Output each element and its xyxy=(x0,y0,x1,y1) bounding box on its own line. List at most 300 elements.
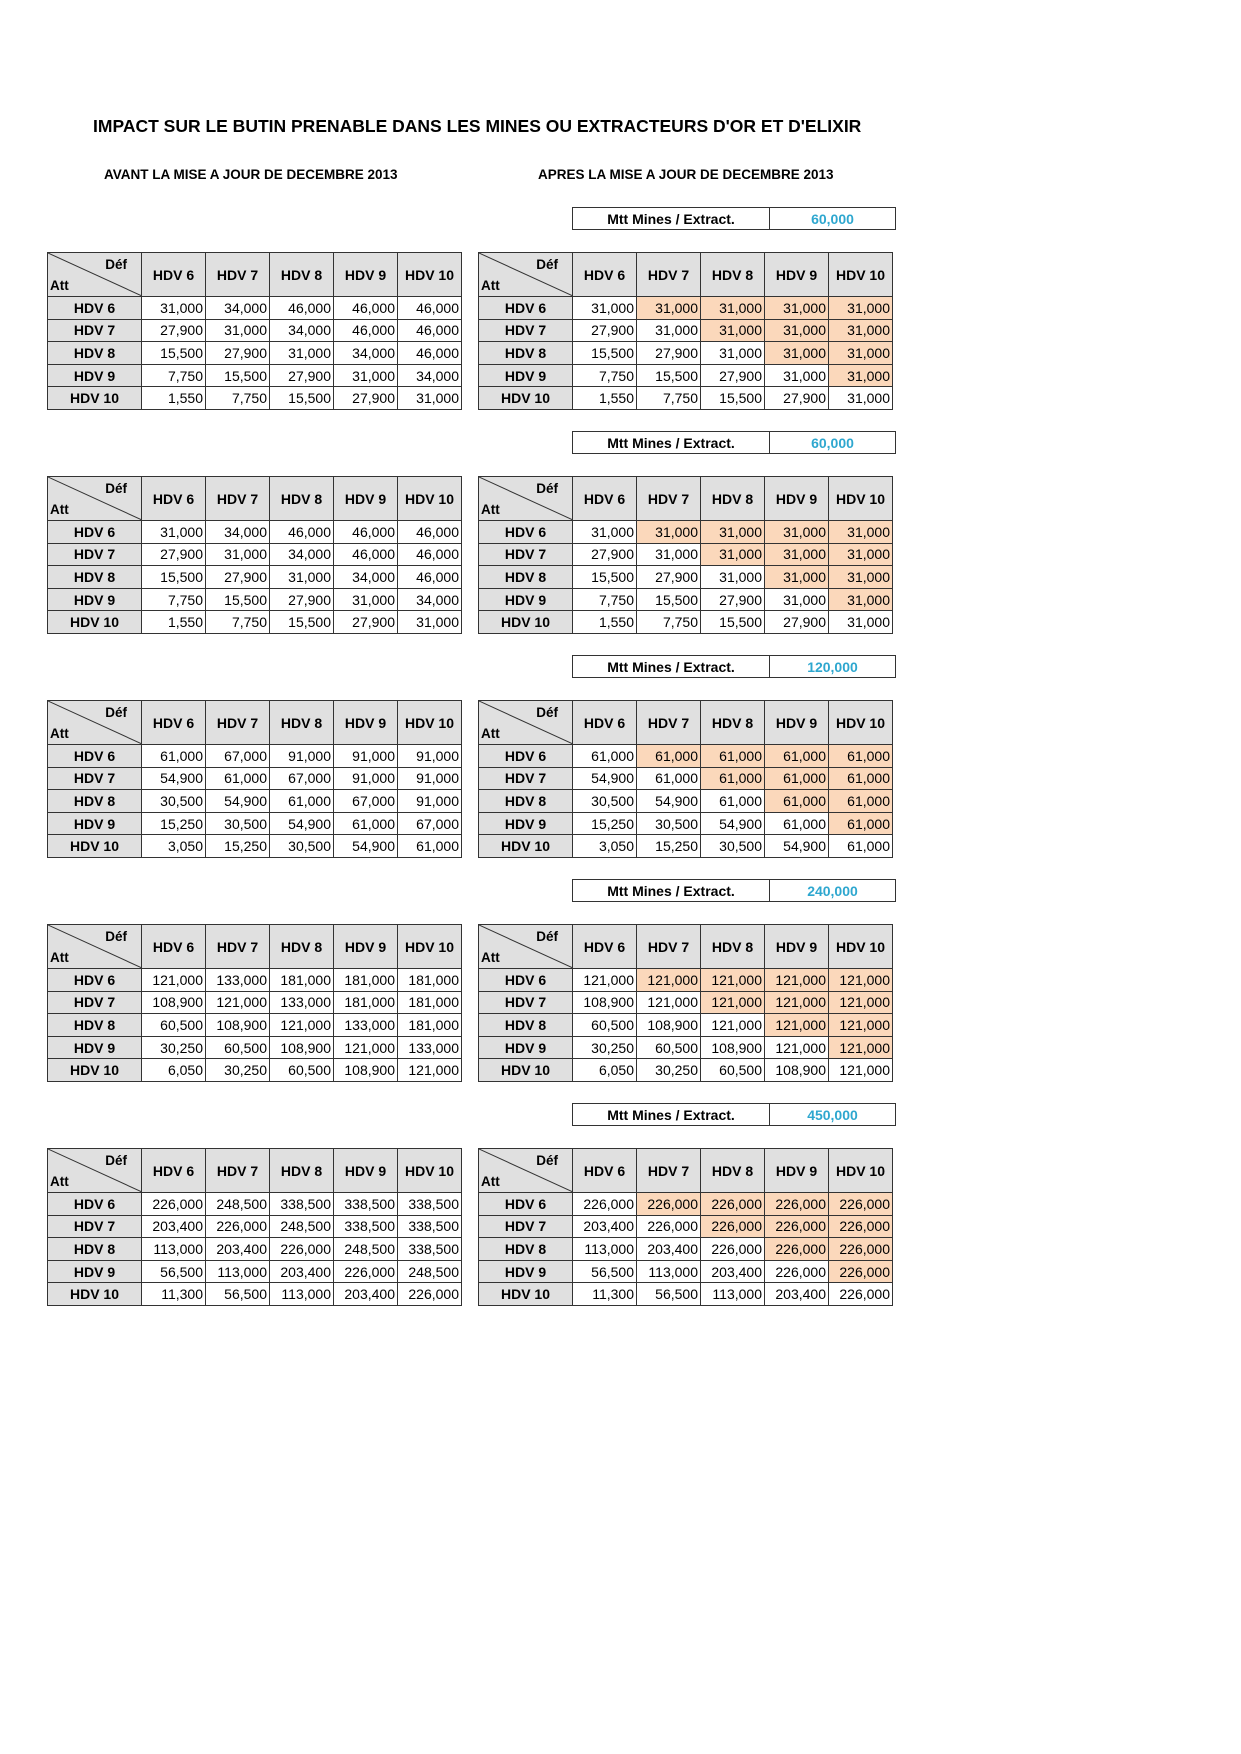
table-cell: 7,750 xyxy=(142,364,206,387)
table-cell: 54,900 xyxy=(270,812,334,835)
table-cell: 27,900 xyxy=(142,319,206,342)
table-header-row xyxy=(479,1149,893,1193)
table-cell: 46,000 xyxy=(334,521,398,544)
table-cell: 61,000 xyxy=(142,745,206,768)
row-header: HDV 9 xyxy=(48,588,142,611)
table-cell: 27,900 xyxy=(701,588,765,611)
column-header: HDV 10 xyxy=(829,253,893,297)
corner-cell xyxy=(48,701,142,745)
mtt-label: Mtt Mines / Extract. xyxy=(573,208,770,229)
table-cell: 108,900 xyxy=(637,1014,701,1037)
column-header: HDV 7 xyxy=(637,1149,701,1193)
table-cell: 11,300 xyxy=(573,1283,637,1306)
table-cell: 338,500 xyxy=(334,1215,398,1238)
table-cell: 46,000 xyxy=(398,543,462,566)
table-row xyxy=(48,790,462,813)
column-header: HDV 9 xyxy=(334,1149,398,1193)
table-cell: 31,000 xyxy=(206,543,270,566)
table-cell: 15,500 xyxy=(701,611,765,634)
table-cell: 61,000 xyxy=(829,767,893,790)
corner-cell xyxy=(48,253,142,297)
column-header: HDV 10 xyxy=(829,925,893,969)
table-cell: 31,000 xyxy=(765,364,829,387)
row-header: HDV 6 xyxy=(479,1193,573,1216)
table-row xyxy=(479,588,893,611)
column-header: HDV 7 xyxy=(637,925,701,969)
table-cell: 46,000 xyxy=(398,521,462,544)
table-cell: 226,000 xyxy=(637,1215,701,1238)
column-header: HDV 6 xyxy=(142,701,206,745)
table-cell: 226,000 xyxy=(398,1283,462,1306)
table-cell: 34,000 xyxy=(334,342,398,365)
table-cell: 31,000 xyxy=(829,543,893,566)
table-cell: 226,000 xyxy=(637,1193,701,1216)
column-header: HDV 8 xyxy=(701,477,765,521)
table-cell: 121,000 xyxy=(765,1014,829,1037)
row-header: HDV 6 xyxy=(479,297,573,320)
column-header: HDV 7 xyxy=(206,253,270,297)
table-cell: 113,000 xyxy=(573,1238,637,1261)
table-cell: 338,500 xyxy=(398,1193,462,1216)
table-row xyxy=(479,1260,893,1283)
table-cell: 61,000 xyxy=(637,745,701,768)
table-cell: 15,500 xyxy=(206,588,270,611)
row-header: HDV 10 xyxy=(48,1283,142,1306)
table-cell: 27,900 xyxy=(765,387,829,410)
table-cell: 61,000 xyxy=(334,812,398,835)
table-cell: 226,000 xyxy=(829,1193,893,1216)
table-cell: 31,000 xyxy=(206,319,270,342)
row-header: HDV 6 xyxy=(48,521,142,544)
table-cell: 1,550 xyxy=(573,387,637,410)
table-row xyxy=(479,790,893,813)
column-header: HDV 10 xyxy=(829,701,893,745)
table-cell: 46,000 xyxy=(270,297,334,320)
table-cell: 31,000 xyxy=(765,566,829,589)
table-cell: 108,900 xyxy=(142,991,206,1014)
table-row xyxy=(479,566,893,589)
table-cell: 61,000 xyxy=(765,767,829,790)
mtt-box xyxy=(572,879,896,902)
row-header: HDV 8 xyxy=(48,1238,142,1261)
table-cell: 7,750 xyxy=(206,611,270,634)
table-cell: 31,000 xyxy=(334,364,398,387)
table-cell: 27,900 xyxy=(334,611,398,634)
table-cell: 121,000 xyxy=(398,1059,462,1082)
column-header: HDV 6 xyxy=(142,253,206,297)
table-cell: 113,000 xyxy=(637,1260,701,1283)
loot-table-before xyxy=(47,1148,462,1306)
table-header-row xyxy=(479,701,893,745)
table-cell: 67,000 xyxy=(398,812,462,835)
table-cell: 31,000 xyxy=(829,387,893,410)
table-cell: 60,500 xyxy=(637,1036,701,1059)
table-cell: 15,500 xyxy=(270,387,334,410)
row-header: HDV 10 xyxy=(48,1059,142,1082)
table-cell: 61,000 xyxy=(765,790,829,813)
table-cell: 15,500 xyxy=(637,588,701,611)
loot-table-before xyxy=(47,700,462,858)
table-cell: 121,000 xyxy=(829,1014,893,1037)
table-cell: 31,000 xyxy=(398,611,462,634)
loot-table-before xyxy=(47,252,462,410)
table-row xyxy=(48,387,462,410)
table-cell: 31,000 xyxy=(701,297,765,320)
table-cell: 7,750 xyxy=(206,387,270,410)
table-row xyxy=(479,364,893,387)
table-cell: 46,000 xyxy=(334,543,398,566)
table-cell: 3,050 xyxy=(142,835,206,858)
column-header: HDV 8 xyxy=(270,253,334,297)
table-cell: 31,000 xyxy=(573,297,637,320)
loot-table-after xyxy=(478,924,893,1082)
table-cell: 181,000 xyxy=(398,969,462,992)
loot-table-before xyxy=(47,924,462,1082)
row-header: HDV 8 xyxy=(48,566,142,589)
table-row xyxy=(48,835,462,858)
table-cell: 91,000 xyxy=(398,790,462,813)
row-header: HDV 9 xyxy=(48,1260,142,1283)
table-cell: 121,000 xyxy=(637,969,701,992)
table-header-row xyxy=(48,253,462,297)
row-header: HDV 9 xyxy=(48,812,142,835)
table-cell: 133,000 xyxy=(334,1014,398,1037)
table-cell: 7,750 xyxy=(573,364,637,387)
column-header: HDV 10 xyxy=(398,253,462,297)
column-header: HDV 6 xyxy=(573,701,637,745)
table-cell: 181,000 xyxy=(398,1014,462,1037)
table-cell: 27,900 xyxy=(334,387,398,410)
table-cell: 46,000 xyxy=(270,521,334,544)
table-cell: 27,900 xyxy=(573,543,637,566)
corner-cell xyxy=(48,925,142,969)
table-row xyxy=(48,611,462,634)
table-row xyxy=(48,745,462,768)
table-row xyxy=(479,1215,893,1238)
row-header: HDV 9 xyxy=(48,1036,142,1059)
table-cell: 56,500 xyxy=(206,1283,270,1306)
table-row xyxy=(48,1036,462,1059)
table-cell: 7,750 xyxy=(637,387,701,410)
table-cell: 15,250 xyxy=(142,812,206,835)
row-header: HDV 8 xyxy=(48,342,142,365)
table-header-row xyxy=(479,925,893,969)
mtt-value: 450,000 xyxy=(807,1106,858,1123)
table-cell: 61,000 xyxy=(829,812,893,835)
table-cell: 121,000 xyxy=(829,969,893,992)
table-cell: 1,550 xyxy=(573,611,637,634)
table-cell: 226,000 xyxy=(765,1193,829,1216)
table-cell: 226,000 xyxy=(701,1193,765,1216)
table-cell: 67,000 xyxy=(206,745,270,768)
table-cell: 15,500 xyxy=(701,387,765,410)
table-cell: 31,000 xyxy=(829,521,893,544)
table-cell: 31,000 xyxy=(142,521,206,544)
table-cell: 60,500 xyxy=(206,1036,270,1059)
column-header: HDV 6 xyxy=(142,925,206,969)
table-row xyxy=(479,1283,893,1306)
table-cell: 46,000 xyxy=(334,297,398,320)
table-cell: 31,000 xyxy=(637,319,701,342)
column-header: HDV 9 xyxy=(765,701,829,745)
table-cell: 6,050 xyxy=(573,1059,637,1082)
table-cell: 133,000 xyxy=(398,1036,462,1059)
comparison-block xyxy=(0,1103,1241,1315)
corner-att-label: Att xyxy=(50,502,69,517)
table-cell: 15,500 xyxy=(637,364,701,387)
comparison-block xyxy=(0,431,1241,643)
table-cell: 121,000 xyxy=(765,991,829,1014)
table-cell: 121,000 xyxy=(573,969,637,992)
table-cell: 61,000 xyxy=(829,745,893,768)
row-header: HDV 8 xyxy=(479,566,573,589)
loot-table-after xyxy=(478,252,893,410)
table-cell: 91,000 xyxy=(398,745,462,768)
table-cell: 61,000 xyxy=(765,745,829,768)
table-cell: 31,000 xyxy=(142,297,206,320)
table-cell: 226,000 xyxy=(142,1193,206,1216)
row-header: HDV 6 xyxy=(479,745,573,768)
table-row xyxy=(479,1238,893,1261)
table-cell: 54,900 xyxy=(142,767,206,790)
table-cell: 226,000 xyxy=(765,1238,829,1261)
table-cell: 30,500 xyxy=(637,812,701,835)
table-cell: 121,000 xyxy=(701,991,765,1014)
table-row xyxy=(479,297,893,320)
table-cell: 34,000 xyxy=(398,588,462,611)
table-cell: 61,000 xyxy=(573,745,637,768)
column-header: HDV 10 xyxy=(829,477,893,521)
table-row xyxy=(48,1215,462,1238)
table-row xyxy=(479,1193,893,1216)
row-header: HDV 10 xyxy=(479,387,573,410)
table-row xyxy=(48,1238,462,1261)
column-header: HDV 7 xyxy=(637,253,701,297)
table-cell: 226,000 xyxy=(829,1238,893,1261)
table-cell: 226,000 xyxy=(829,1283,893,1306)
mtt-box xyxy=(572,207,896,230)
table-row xyxy=(479,319,893,342)
column-header: HDV 8 xyxy=(270,925,334,969)
table-cell: 31,000 xyxy=(765,543,829,566)
table-cell: 226,000 xyxy=(701,1238,765,1261)
table-cell: 15,500 xyxy=(142,566,206,589)
table-row xyxy=(48,812,462,835)
row-header: HDV 9 xyxy=(479,1036,573,1059)
table-cell: 31,000 xyxy=(334,588,398,611)
corner-def-label: Déf xyxy=(105,929,127,944)
corner-cell xyxy=(479,701,573,745)
table-cell: 121,000 xyxy=(765,1036,829,1059)
table-cell: 27,900 xyxy=(637,566,701,589)
table-cell: 3,050 xyxy=(573,835,637,858)
table-cell: 30,500 xyxy=(573,790,637,813)
column-header: HDV 6 xyxy=(142,477,206,521)
table-cell: 54,900 xyxy=(206,790,270,813)
column-header: HDV 8 xyxy=(270,477,334,521)
table-row xyxy=(48,364,462,387)
table-cell: 31,000 xyxy=(701,319,765,342)
subtitle-after: APRES LA MISE A JOUR DE DECEMBRE 2013 xyxy=(538,167,834,182)
table-cell: 46,000 xyxy=(398,566,462,589)
table-row xyxy=(479,1059,893,1082)
table-cell: 54,900 xyxy=(573,767,637,790)
mtt-value: 240,000 xyxy=(807,882,858,899)
row-header: HDV 6 xyxy=(48,745,142,768)
table-header-row xyxy=(479,477,893,521)
table-cell: 27,900 xyxy=(206,566,270,589)
table-cell: 226,000 xyxy=(701,1215,765,1238)
table-cell: 31,000 xyxy=(765,297,829,320)
corner-def-label: Déf xyxy=(105,1153,127,1168)
table-cell: 91,000 xyxy=(334,767,398,790)
table-cell: 31,000 xyxy=(270,342,334,365)
table-cell: 108,900 xyxy=(206,1014,270,1037)
table-cell: 61,000 xyxy=(701,745,765,768)
table-cell: 226,000 xyxy=(765,1260,829,1283)
row-header: HDV 7 xyxy=(48,543,142,566)
table-cell: 27,900 xyxy=(573,319,637,342)
column-header: HDV 9 xyxy=(765,477,829,521)
table-cell: 56,500 xyxy=(573,1260,637,1283)
table-cell: 15,500 xyxy=(206,364,270,387)
table-cell: 46,000 xyxy=(334,319,398,342)
row-header: HDV 8 xyxy=(48,790,142,813)
table-cell: 226,000 xyxy=(829,1215,893,1238)
table-cell: 31,000 xyxy=(637,543,701,566)
table-cell: 1,550 xyxy=(142,387,206,410)
table-cell: 181,000 xyxy=(334,991,398,1014)
row-header: HDV 10 xyxy=(479,611,573,634)
table-cell: 31,000 xyxy=(637,297,701,320)
column-header: HDV 8 xyxy=(270,701,334,745)
table-cell: 121,000 xyxy=(829,1036,893,1059)
table-row xyxy=(479,812,893,835)
table-cell: 34,000 xyxy=(270,319,334,342)
row-header: HDV 10 xyxy=(48,835,142,858)
table-row xyxy=(48,319,462,342)
table-cell: 61,000 xyxy=(765,812,829,835)
mtt-label: Mtt Mines / Extract. xyxy=(573,1104,770,1125)
table-cell: 248,500 xyxy=(398,1260,462,1283)
table-row xyxy=(48,767,462,790)
table-cell: 203,400 xyxy=(142,1215,206,1238)
corner-cell xyxy=(479,253,573,297)
table-cell: 27,900 xyxy=(765,611,829,634)
comparison-block xyxy=(0,207,1241,419)
table-row xyxy=(479,1036,893,1059)
corner-att-label: Att xyxy=(50,1174,69,1189)
table-cell: 91,000 xyxy=(398,767,462,790)
table-row xyxy=(48,588,462,611)
table-cell: 31,000 xyxy=(573,521,637,544)
table-header-row xyxy=(48,1149,462,1193)
table-cell: 7,750 xyxy=(573,588,637,611)
table-cell: 34,000 xyxy=(398,364,462,387)
column-header: HDV 10 xyxy=(398,477,462,521)
table-header-row xyxy=(48,701,462,745)
table-cell: 67,000 xyxy=(334,790,398,813)
table-cell: 15,500 xyxy=(573,342,637,365)
table-cell: 203,400 xyxy=(637,1238,701,1261)
comparison-block xyxy=(0,655,1241,867)
table-cell: 31,000 xyxy=(765,342,829,365)
row-header: HDV 10 xyxy=(48,387,142,410)
table-cell: 121,000 xyxy=(701,1014,765,1037)
mtt-label: Mtt Mines / Extract. xyxy=(573,656,770,677)
table-cell: 31,000 xyxy=(398,387,462,410)
table-cell: 61,000 xyxy=(398,835,462,858)
corner-def-label: Déf xyxy=(536,481,558,496)
table-cell: 31,000 xyxy=(829,588,893,611)
row-header: HDV 8 xyxy=(479,1014,573,1037)
mtt-value: 60,000 xyxy=(811,434,854,451)
table-cell: 91,000 xyxy=(270,745,334,768)
mtt-value: 60,000 xyxy=(811,210,854,227)
table-cell: 203,400 xyxy=(334,1283,398,1306)
table-cell: 46,000 xyxy=(398,342,462,365)
table-row xyxy=(479,991,893,1014)
table-cell: 248,500 xyxy=(334,1238,398,1261)
corner-cell xyxy=(479,477,573,521)
row-header: HDV 6 xyxy=(479,969,573,992)
table-cell: 27,900 xyxy=(637,342,701,365)
table-cell: 203,400 xyxy=(206,1238,270,1261)
table-cell: 113,000 xyxy=(270,1283,334,1306)
table-row xyxy=(479,745,893,768)
loot-table-after xyxy=(478,476,893,634)
row-header: HDV 7 xyxy=(479,319,573,342)
table-cell: 60,500 xyxy=(142,1014,206,1037)
table-cell: 121,000 xyxy=(334,1036,398,1059)
corner-def-label: Déf xyxy=(536,929,558,944)
table-cell: 121,000 xyxy=(206,991,270,1014)
comparison-block xyxy=(0,879,1241,1091)
table-cell: 30,250 xyxy=(573,1036,637,1059)
table-cell: 60,500 xyxy=(270,1059,334,1082)
table-cell: 91,000 xyxy=(334,745,398,768)
table-cell: 226,000 xyxy=(334,1260,398,1283)
table-cell: 338,500 xyxy=(270,1193,334,1216)
column-header: HDV 9 xyxy=(334,701,398,745)
loot-table-after xyxy=(478,1148,893,1306)
corner-def-label: Déf xyxy=(536,257,558,272)
table-row xyxy=(48,566,462,589)
table-cell: 108,900 xyxy=(334,1059,398,1082)
table-cell: 1,550 xyxy=(142,611,206,634)
table-cell: 108,900 xyxy=(573,991,637,1014)
corner-att-label: Att xyxy=(481,1174,500,1189)
table-cell: 113,000 xyxy=(206,1260,270,1283)
table-row xyxy=(48,1260,462,1283)
table-cell: 113,000 xyxy=(142,1238,206,1261)
table-cell: 46,000 xyxy=(398,319,462,342)
column-header: HDV 9 xyxy=(765,925,829,969)
table-row xyxy=(48,1193,462,1216)
table-row xyxy=(479,342,893,365)
table-cell: 248,500 xyxy=(270,1215,334,1238)
table-cell: 338,500 xyxy=(398,1238,462,1261)
table-cell: 54,900 xyxy=(765,835,829,858)
table-row xyxy=(479,611,893,634)
table-cell: 27,900 xyxy=(270,588,334,611)
table-cell: 226,000 xyxy=(573,1193,637,1216)
table-cell: 181,000 xyxy=(334,969,398,992)
row-header: HDV 6 xyxy=(479,521,573,544)
table-cell: 30,500 xyxy=(701,835,765,858)
table-cell: 133,000 xyxy=(270,991,334,1014)
table-cell: 31,000 xyxy=(270,566,334,589)
